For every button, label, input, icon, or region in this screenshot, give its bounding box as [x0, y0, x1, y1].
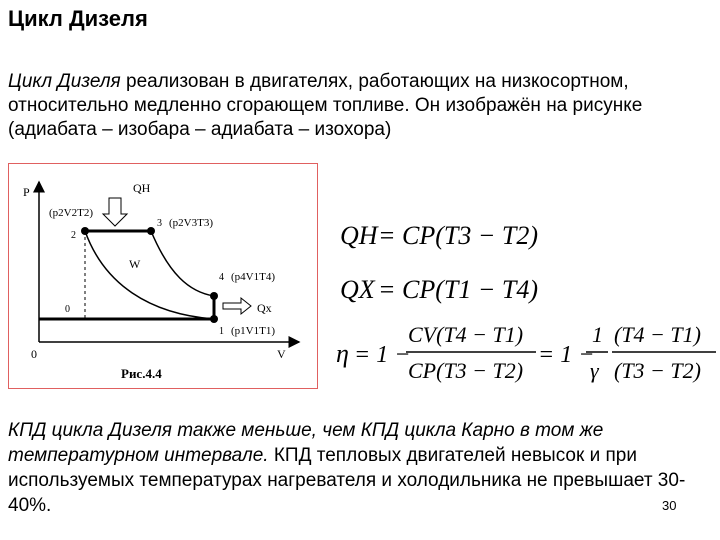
qx-rhs: = CP(T1 − T4) — [378, 275, 539, 304]
formulas-svg — [330, 200, 720, 390]
conclusion-text: КПД тепловых двигателей невысок и при используемых температурах нагревателя и холодильника не превышает 30-40%. — [8, 445, 686, 516]
figure-caption: Рис.4.4 — [121, 366, 162, 381]
v-axis-label: V — [277, 347, 286, 361]
work-label: W — [129, 257, 141, 271]
pv-diagram — [9, 164, 317, 388]
point-3-label: 3 — [157, 218, 162, 229]
slide-title: Цикл Дизеля — [8, 6, 148, 31]
frac3-num: (T4 − T1) — [614, 322, 701, 347]
q-out-label: Qх — [257, 301, 272, 315]
point-2-label: 2 — [71, 230, 76, 241]
eta-symbol: η — [336, 339, 349, 368]
state-2-label: (p2V2T2) — [49, 207, 93, 219]
frac2-num: 1 — [592, 322, 603, 347]
heat-in-arrow — [103, 198, 127, 226]
qh-rhs: = CP(T3 − T2) — [378, 221, 539, 250]
frac1-den: CP(T3 − T2) — [408, 358, 524, 383]
point-2-marker — [81, 227, 89, 235]
state-4-label: (p4V1T4) — [231, 271, 275, 283]
point-0-label: 0 — [65, 304, 70, 315]
heat-out-arrow — [223, 298, 251, 314]
conclusion-paragraph — [8, 418, 708, 518]
state-3-label: (p2V3T3) — [169, 217, 213, 229]
adiabat-1-2 — [85, 231, 214, 319]
intro-paragraph — [8, 70, 708, 142]
page-number: 30 — [662, 498, 677, 513]
qx-lhs: QX — [340, 275, 375, 304]
origin-label: 0 — [31, 347, 37, 361]
point-3-marker — [147, 227, 155, 235]
eta-eq2: = 1 − — [538, 342, 595, 368]
pv-diagram-figure — [8, 163, 318, 389]
point-4-label: 4 — [219, 272, 224, 283]
intro-lead: Цикл Дизеля — [8, 71, 121, 92]
adiabat-3-4 — [151, 231, 214, 296]
state-1-label: (p1V1T1) — [231, 325, 275, 337]
frac3-den: (T3 − T2) — [614, 358, 701, 383]
formulas-block — [330, 200, 720, 395]
point-1-label: 1 — [219, 326, 224, 337]
frac2-den: γ — [590, 358, 599, 383]
intro-text: реализован в двигателях, работающих на низкосортном, относительно медленно сгорающем топливе. Он изображён на рисунке (адиабата – изобара – адиабата – изохора) — [8, 71, 643, 140]
q-in-label: QН — [133, 181, 151, 195]
frac1-num: CV(T4 − T1) — [408, 322, 524, 347]
conclusion-italic: КПД цикла Дизеля также меньше, чем КПД цикла Карно в том же температурном интервале. — [8, 420, 604, 466]
point-4-marker — [210, 292, 218, 300]
qh-lhs: QH — [340, 221, 378, 250]
p-axis-label: P — [23, 185, 30, 199]
point-1-marker — [210, 315, 218, 323]
eta-eq1: = 1 − — [354, 342, 411, 368]
